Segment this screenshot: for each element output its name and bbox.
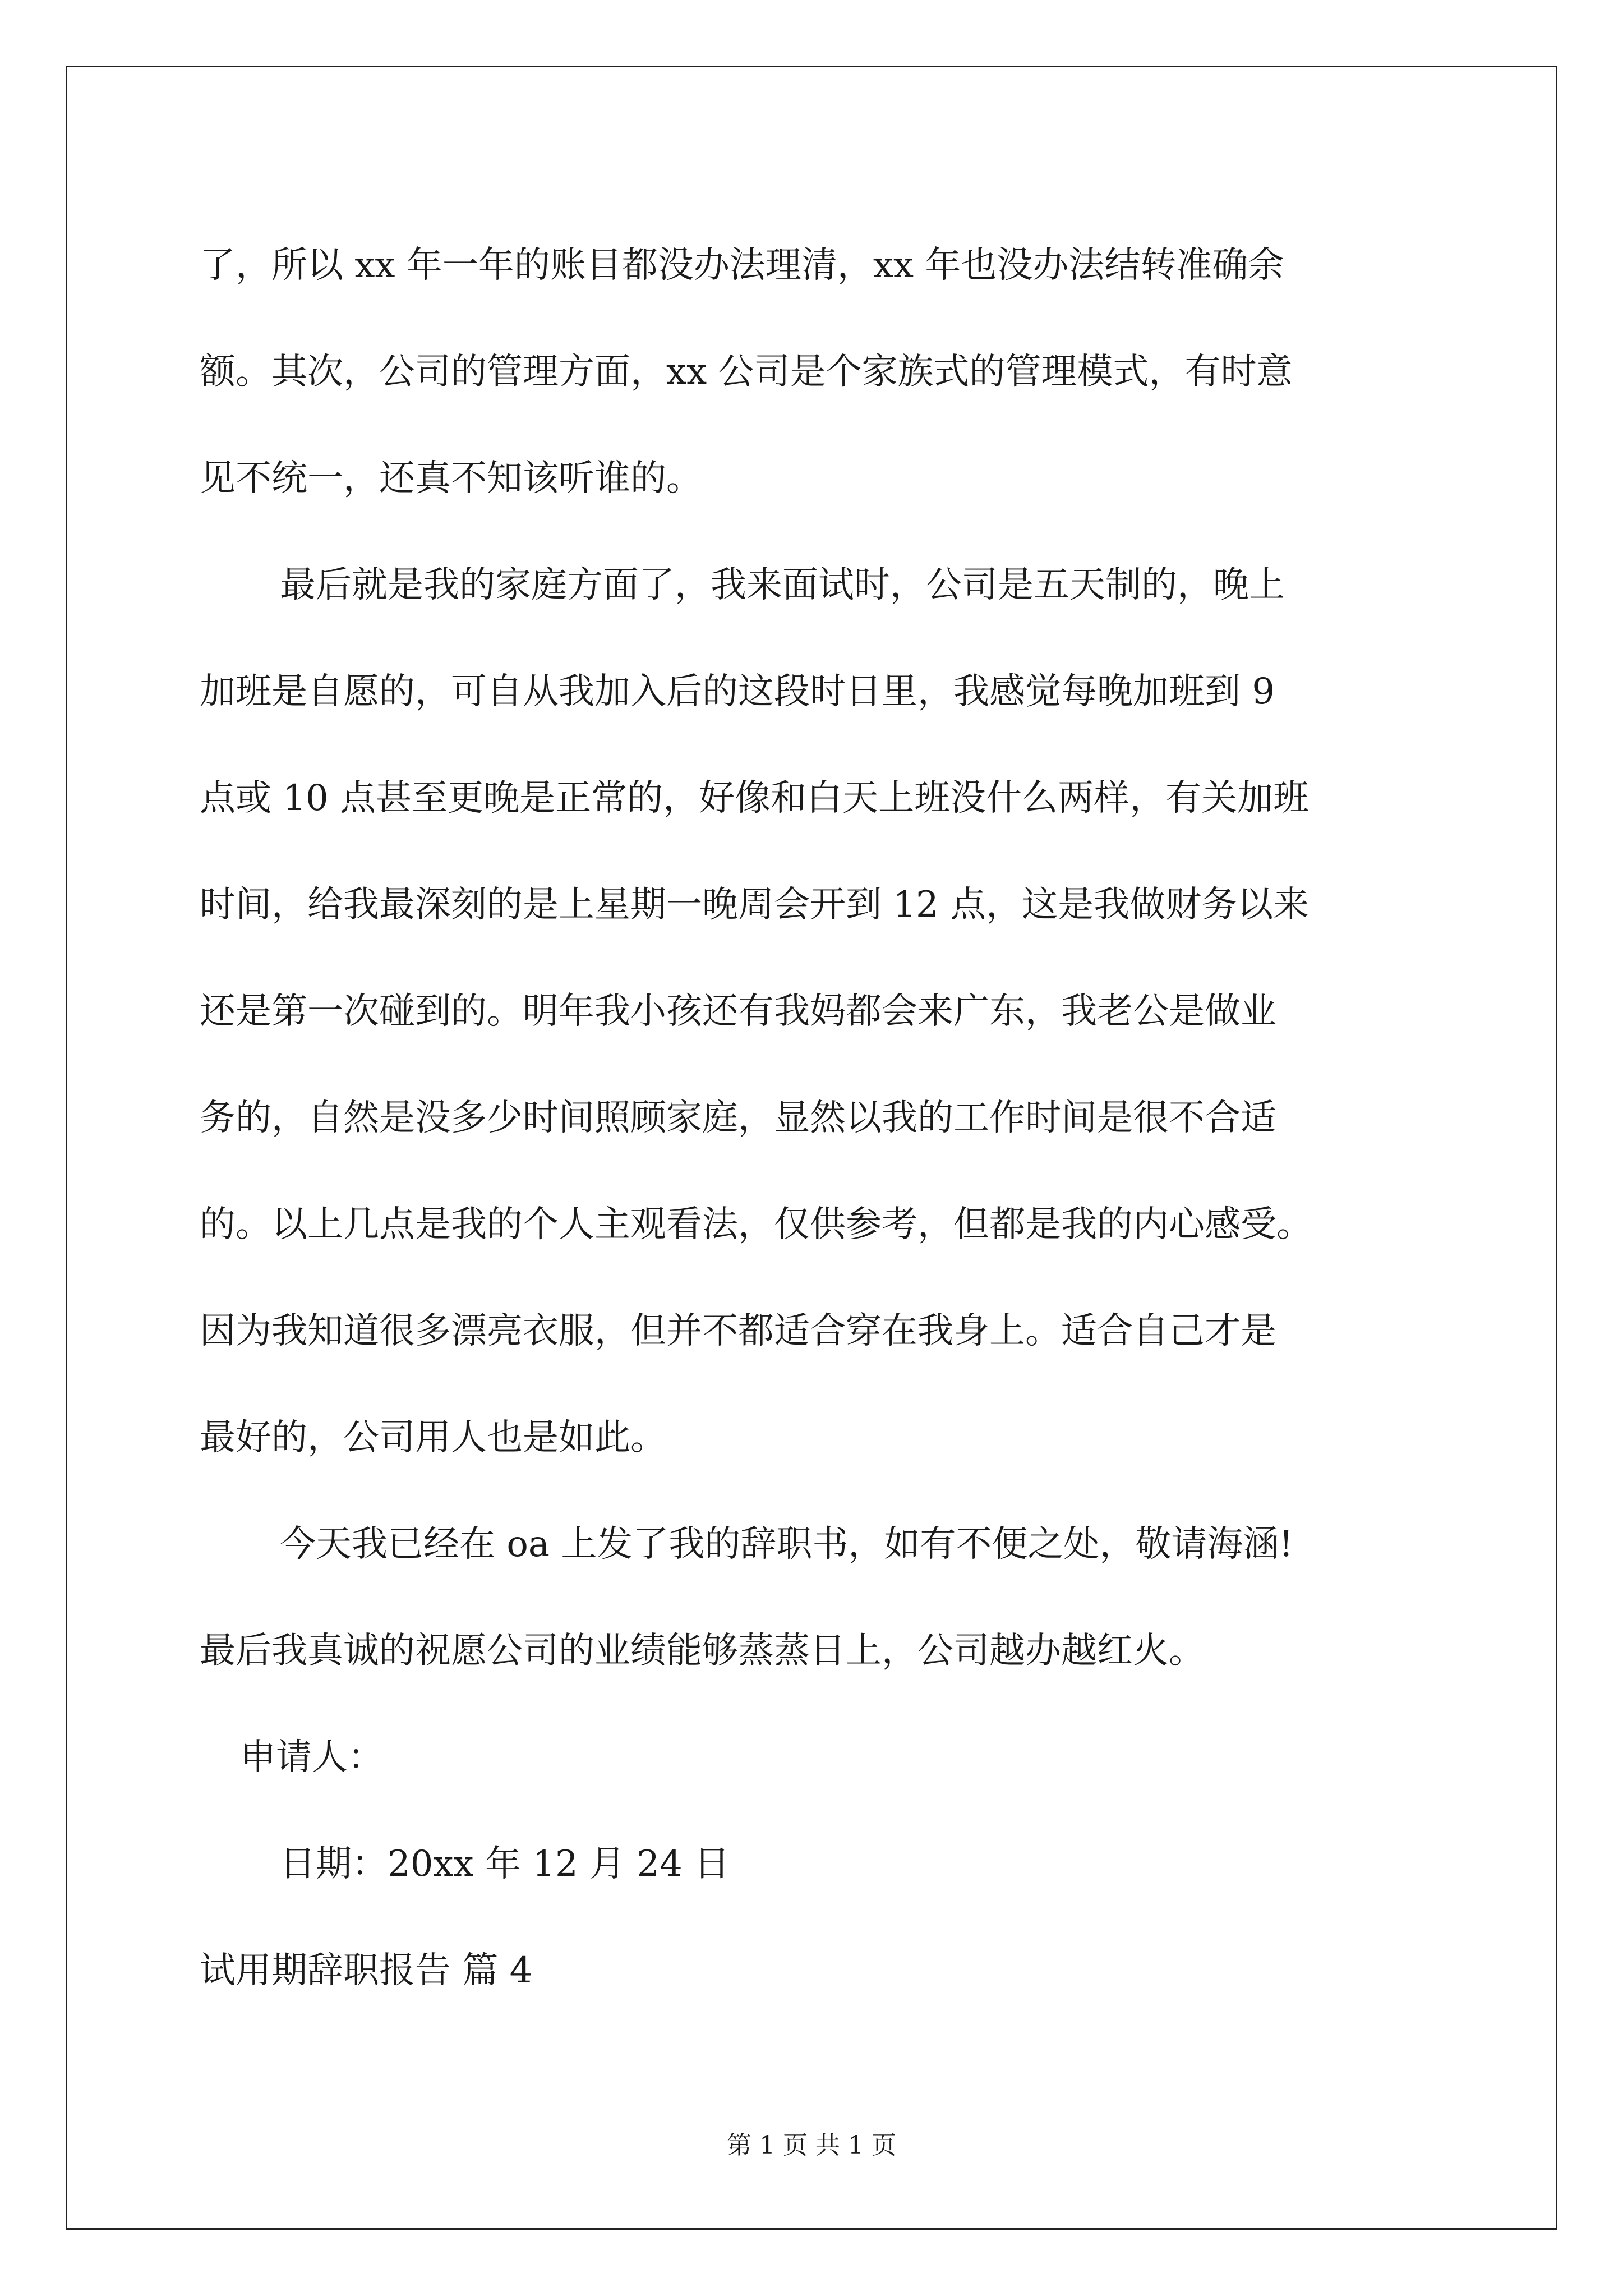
date-line: 日期：20xx 年 12 月 24 日 — [280, 1843, 730, 1885]
paragraph-2-line: 的。以上几点是我的个人主观看法，仅供参考，但都是我的内心感受。 — [200, 1204, 1312, 1245]
paragraph-2-line: 最后就是我的家庭方面了，我来面试时，公司是五天制的，晚上 — [280, 564, 1285, 606]
paragraph-3-line: 今天我已经在 oa 上发了我的辞职书，如有不便之处，敬请海涵! — [280, 1524, 1294, 1565]
document-body — [200, 212, 1433, 2024]
paragraph-2-line: 最好的，公司用人也是如此。 — [200, 1417, 666, 1458]
paragraph-3-line: 最后我真诚的祝愿公司的业绩能够蒸蒸日上，公司越办越红火。 — [200, 1630, 1205, 1672]
paragraph-2-line: 还是第一次碰到的。明年我小孩还有我妈都会来广东，我老公是做业 — [200, 991, 1276, 1032]
paragraph-2-line: 加班是自愿的，可自从我加入后的这段时日里，我感觉每晚加班到 9 — [200, 671, 1275, 712]
paragraph-1-line: 了，所以 xx 年一年的账目都没办法理清，xx 年也没办法结转准确余 — [200, 245, 1284, 286]
paragraph-2-line: 时间，给我最深刻的是上星期一晚周会开到 12 点，这是我做财务以来 — [200, 884, 1310, 926]
section-heading: 试用期辞职报告 篇 4 — [200, 1950, 533, 1991]
paragraph-2-line: 因为我知道很多漂亮衣服，但并不都适合穿在我身上。适合自己才是 — [200, 1310, 1276, 1352]
paragraph-1-line: 见不统一，还真不知该听谁的。 — [200, 458, 702, 499]
applicant-label: 申请人： — [240, 1737, 384, 1778]
paragraph-2-line: 点或 10 点甚至更晚是正常的，好像和白天上班没什么两样，有关加班 — [200, 777, 1310, 819]
page-number-info: 第 1 页 共 1 页 — [727, 2131, 896, 2160]
paragraph-2-line: 务的，自然是没多少时间照顾家庭，显然以我的工作时间是很不合适 — [200, 1097, 1276, 1139]
page-footer — [0, 2129, 1623, 2162]
paragraph-1-line: 额。其次，公司的管理方面，xx 公司是个家族式的管理模式，有时意 — [200, 351, 1293, 393]
